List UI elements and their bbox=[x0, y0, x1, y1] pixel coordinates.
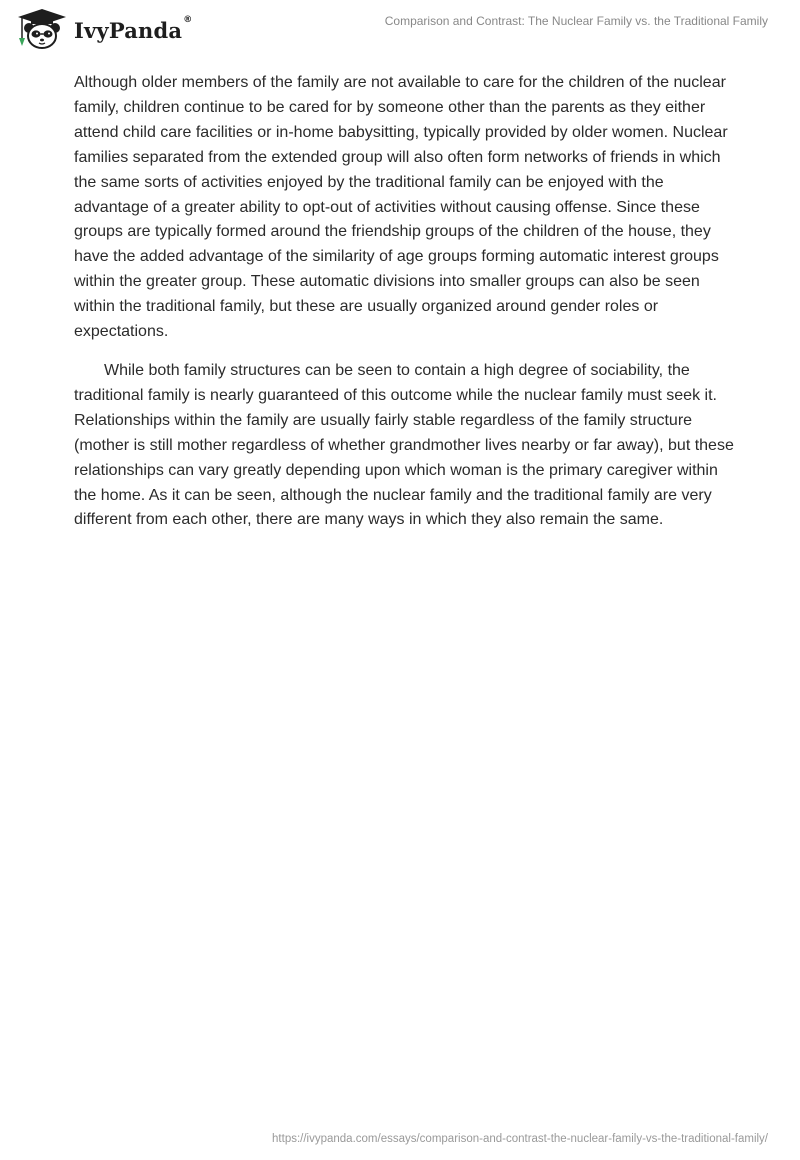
source-url[interactable]: https://ivypanda.com/essays/comparison-and-contrast-the-nuclear-family-vs-the-traditional-family/ bbox=[272, 1133, 768, 1145]
panda-graduate-icon bbox=[14, 8, 70, 50]
logo-text: IvyPanda bbox=[74, 17, 183, 43]
document-title: Comparison and Contrast: The Nuclear Family vs. the Traditional Family bbox=[384, 14, 768, 28]
registered-mark: ® bbox=[183, 15, 193, 25]
paragraph: While both family structures can be seen to contain a high degree of sociability, the traditional family is nearly guaranteed of this outcome while the nuclear family must seek it. Relationships within the family are usually fairly stable regardless of the family structure (mother is still mother regardless of whether grandmother lives nearby or far away), but these relationships can vary greatly depending upon which woman is the primary caregiver within the home. As it can be seen, although the nuclear family and the traditional family are very different from each other, there are many ways in which they also remain the same. bbox=[74, 361, 734, 529]
ivypanda-logo[interactable] bbox=[14, 8, 192, 50]
paragraph: Although older members of the family are not available to care for the children of the nuclear family, children continue to be cared for by someone other than the parents as they either attend child care facilities or in-home babysitting, typically provided by older women. Nuclear families separated from the extended group will also often form networks of friends in which the same sorts of activities enjoyed by the traditional family can be enjoyed with the advantage of a greater ability to opt-out of activities without causing offense. Since these groups are typically formed around the friendship groups of the children of the house, they have the added advantage of the similarity of age groups forming automatic interest groups within the greater group. These automatic divisions into smaller groups can also be seen within the traditional family, but these are usually organized around gender roles or expectations. bbox=[74, 74, 728, 341]
page-header bbox=[0, 0, 800, 60]
essay-body bbox=[74, 71, 734, 547]
